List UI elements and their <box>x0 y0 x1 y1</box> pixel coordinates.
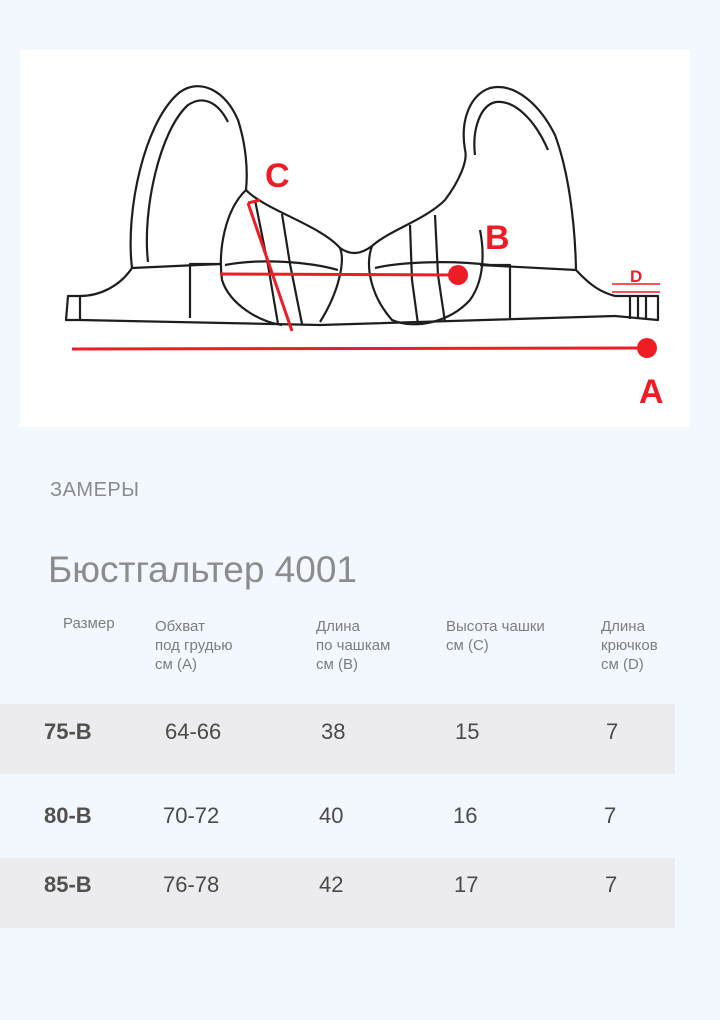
measure-line-a <box>72 348 647 349</box>
cell-cup-height: 16 <box>453 803 478 828</box>
label-b: B <box>485 219 510 257</box>
cell-cup-length: 38 <box>321 719 346 744</box>
label-a: A <box>639 373 664 411</box>
header-underbust: Обхват под грудью см (А) <box>155 618 233 673</box>
cell-cup-height: 15 <box>455 719 480 744</box>
cell-cup-height: 17 <box>454 872 479 897</box>
cell-underbust: 70-72 <box>163 803 220 828</box>
cell-hook-length: 7 <box>604 803 617 828</box>
header-cup-height: Высота чашки см (С) <box>446 618 545 654</box>
measurement-diagram <box>20 50 690 427</box>
header-size: Размер <box>63 615 115 632</box>
measure-dot-a <box>637 338 657 358</box>
table-row <box>0 858 675 928</box>
cell-hook-length: 7 <box>605 872 618 897</box>
cell-underbust: 64-66 <box>165 719 222 744</box>
cell-underbust: 76-78 <box>163 872 220 897</box>
label-d: D <box>630 267 643 286</box>
cell-size: 75-B <box>44 719 92 744</box>
cell-cup-length: 42 <box>319 872 344 897</box>
measure-line-c <box>248 203 292 331</box>
bra-outline <box>66 86 658 325</box>
label-c: C <box>265 157 290 195</box>
cell-hook-length: 7 <box>606 719 619 744</box>
cell-size: 85-B <box>44 872 92 897</box>
bra-diagram-svg <box>20 50 690 427</box>
measurement-markers <box>72 200 660 358</box>
header-cup-length: Длина по чашкам см (В) <box>316 618 391 673</box>
cell-cup-length: 40 <box>319 803 344 828</box>
header-hook-length: Длина крючков см (D) <box>601 618 658 673</box>
section-label: ЗАМЕРЫ <box>50 479 140 501</box>
measure-line-b <box>220 274 458 275</box>
table-row <box>0 704 675 774</box>
measure-dot-b <box>448 265 468 285</box>
table-row <box>0 788 675 858</box>
cell-size: 80-B <box>44 803 92 828</box>
page-title: Бюстгальтер 4001 <box>48 549 357 590</box>
